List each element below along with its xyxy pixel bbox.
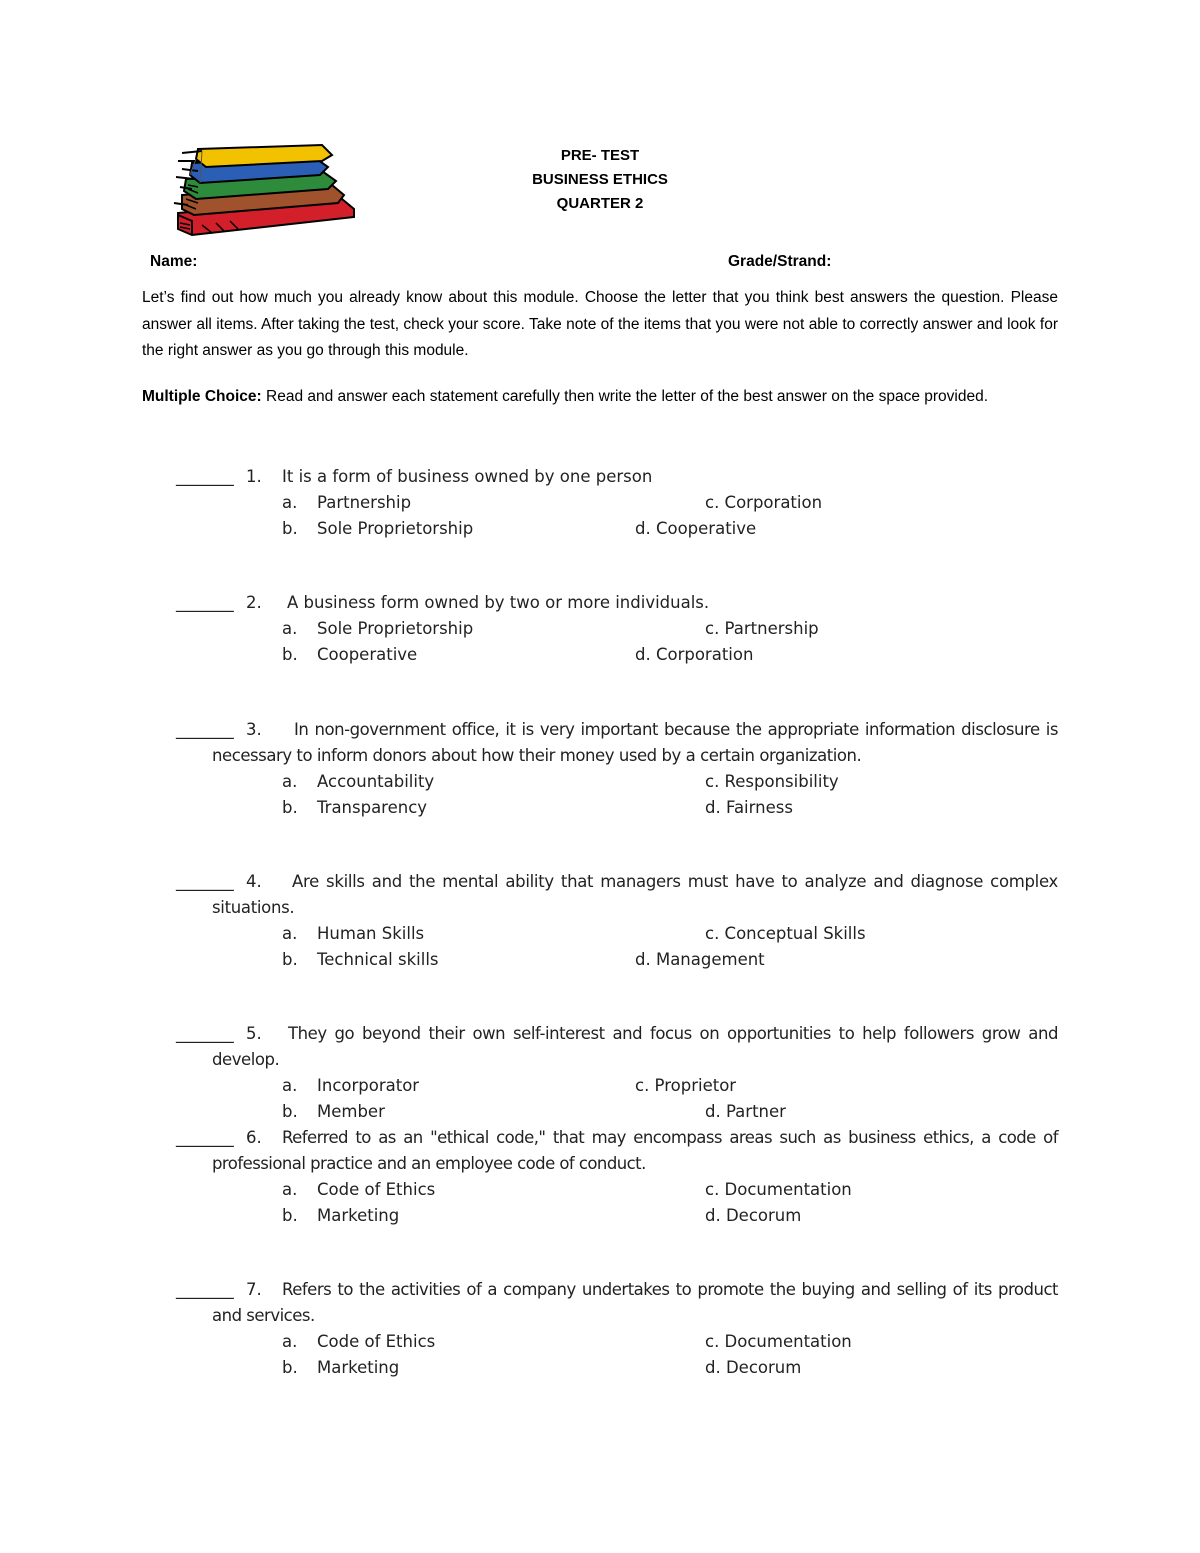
option-b-letter: b.	[282, 1102, 298, 1121]
question-number: 2.	[246, 593, 262, 612]
question-text: They go beyond their own self-interest and focus on opportunities to help followers grow and develop.	[212, 1024, 1058, 1069]
option-b-text: Marketing	[317, 1206, 400, 1225]
option-b-letter: b.	[282, 519, 298, 538]
answer-blank[interactable]: _______	[176, 872, 234, 891]
option-d: d. Corporation	[635, 645, 754, 664]
option-a-text: Accountability	[317, 772, 435, 791]
question-number: 6.	[246, 1128, 262, 1147]
option-a-text: Incorporator	[317, 1076, 420, 1095]
test-title: PRE- TEST	[560, 147, 640, 164]
answer-blank[interactable]: _______	[176, 1280, 234, 1299]
option-b-text: Transparency	[317, 798, 428, 817]
option-b-letter: b.	[282, 645, 298, 664]
document-header	[500, 144, 700, 216]
answer-blank[interactable]: _______	[176, 593, 234, 612]
question-5	[176, 1021, 1058, 1125]
question-number: 7.	[246, 1280, 262, 1299]
option-c: c. Documentation	[705, 1180, 852, 1199]
option-b-letter: b.	[282, 1206, 298, 1225]
answer-blank[interactable]: _______	[176, 720, 234, 739]
instructions	[142, 378, 1058, 415]
question-number: 3.	[246, 720, 262, 739]
question-4	[176, 869, 1058, 973]
option-c: c. Conceptual Skills	[705, 924, 866, 943]
question-number: 4.	[246, 872, 262, 891]
option-a-letter: a.	[282, 1076, 298, 1095]
option-a-text: Human Skills	[317, 924, 425, 943]
option-c: c. Corporation	[705, 493, 823, 512]
option-a-text: Code of Ethics	[317, 1332, 436, 1351]
option-b-text: Marketing	[317, 1358, 400, 1377]
option-b-letter: b.	[282, 1358, 298, 1377]
question-6	[176, 1125, 1058, 1229]
option-d: d. Management	[635, 950, 765, 969]
option-c: c. Responsibility	[705, 772, 839, 791]
question-2	[176, 590, 1058, 668]
question-1	[176, 464, 1058, 542]
option-a-letter: a.	[282, 772, 298, 791]
question-text: Refers to the activities of a company undertakes to promote the buying and selling of its product and services.	[212, 1280, 1058, 1325]
option-c: c. Proprietor	[635, 1076, 737, 1095]
option-a-letter: a.	[282, 1332, 298, 1351]
option-c: c. Documentation	[705, 1332, 852, 1351]
option-a-text: Partnership	[317, 493, 412, 512]
option-d: d. Cooperative	[635, 519, 757, 538]
option-a-text: Sole Proprietorship	[317, 619, 474, 638]
question-number: 5.	[246, 1024, 262, 1043]
option-d: d. Decorum	[705, 1206, 802, 1225]
question-3	[176, 717, 1058, 821]
option-b-text: Technical skills	[317, 950, 439, 969]
option-a-letter: a.	[282, 619, 298, 638]
option-c: c. Partnership	[705, 619, 819, 638]
option-a-letter: a.	[282, 924, 298, 943]
option-a-letter: a.	[282, 493, 298, 512]
instructions-text: Read and answer each statement carefully then write the letter of the best answer on the space provided.	[261, 388, 989, 405]
option-b-text: Sole Proprietorship	[317, 519, 474, 538]
option-d: d. Partner	[705, 1102, 786, 1121]
books-icon	[172, 143, 358, 239]
option-d: d. Fairness	[705, 798, 793, 817]
question-text: In non-government office, it is very important because the appropriate information disclosure is necessary to inform donors about how their money used by a certain organization.	[212, 720, 1058, 765]
option-a-text: Code of Ethics	[317, 1180, 436, 1199]
question-text: Referred to as an "ethical code," that may encompass areas such as business ethics, a code of professional practice and an employee code of conduct.	[212, 1128, 1058, 1173]
question-text: It is a form of business owned by one person	[282, 467, 653, 486]
intro-paragraph: Let’s find out how much you already know about this module. Choose the letter that you think best answers the question. Please answer all items. After taking the test, check your score. Take note of the items that you were not able to correctly answer and look for the right answer as you go through this module.	[142, 289, 1058, 359]
answer-blank[interactable]: _______	[176, 467, 234, 486]
instructions-label: Multiple Choice:	[142, 388, 262, 405]
answer-blank[interactable]: _______	[176, 1128, 234, 1147]
option-b-text: Cooperative	[317, 645, 418, 664]
question-text: Are skills and the mental ability that managers must have to analyze and diagnose complex situations.	[212, 872, 1058, 917]
question-text: A business form owned by two or more individuals.	[287, 593, 710, 612]
name-label: Name:	[150, 253, 198, 270]
option-b-text: Member	[317, 1102, 385, 1121]
option-b-letter: b.	[282, 798, 298, 817]
subject-title: BUSINESS ETHICS	[532, 171, 668, 188]
quarter-title: QUARTER 2	[556, 195, 644, 212]
question-7	[176, 1277, 1058, 1381]
option-d: d. Decorum	[705, 1358, 802, 1377]
option-b-letter: b.	[282, 950, 298, 969]
answer-blank[interactable]: _______	[176, 1024, 234, 1043]
question-number: 1.	[246, 467, 262, 486]
grade-strand-label: Grade/Strand:	[728, 253, 832, 270]
option-a-letter: a.	[282, 1180, 298, 1199]
